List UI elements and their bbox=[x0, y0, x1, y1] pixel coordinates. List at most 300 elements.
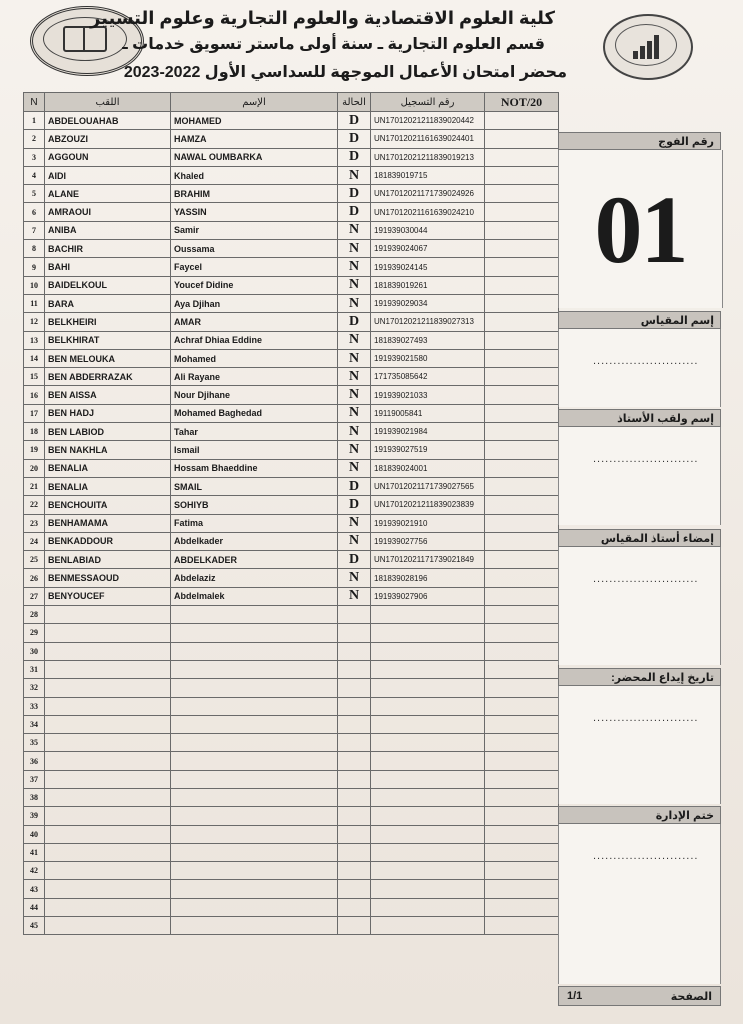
faculty-title: كلية العلوم الاقتصادية والعلوم التجارية وعلوم التسيير bbox=[89, 8, 555, 28]
row-surname bbox=[45, 606, 171, 624]
row-registration: UN17012021211839023839 bbox=[371, 496, 485, 514]
row-number: 27 bbox=[24, 587, 45, 605]
row-status bbox=[338, 825, 371, 843]
row-number: 11 bbox=[24, 294, 45, 312]
row-registration bbox=[371, 807, 485, 825]
row-surname bbox=[45, 697, 171, 715]
row-status bbox=[338, 606, 371, 624]
row-number: 44 bbox=[24, 898, 45, 916]
row-surname bbox=[45, 679, 171, 697]
row-surname: BACHIR bbox=[45, 240, 171, 258]
row-surname bbox=[45, 660, 171, 678]
admin-stamp-box bbox=[558, 824, 721, 984]
row-firstname: YASSIN bbox=[171, 203, 338, 221]
row-note bbox=[485, 496, 559, 514]
row-number: 40 bbox=[24, 825, 45, 843]
row-registration: 191939021984 bbox=[371, 423, 485, 441]
row-status bbox=[338, 752, 371, 770]
table-row bbox=[24, 898, 559, 916]
row-note bbox=[485, 697, 559, 715]
row-status bbox=[338, 880, 371, 898]
row-status: D bbox=[338, 551, 371, 569]
row-note bbox=[485, 477, 559, 495]
row-note bbox=[485, 734, 559, 752]
row-status bbox=[338, 660, 371, 678]
row-status: N bbox=[338, 569, 371, 587]
table-row bbox=[24, 807, 559, 825]
row-firstname: Fatima bbox=[171, 514, 338, 532]
row-note bbox=[485, 148, 559, 166]
row-surname bbox=[45, 880, 171, 898]
row-status: N bbox=[338, 276, 371, 294]
group-number-label: رقم الفوج bbox=[558, 132, 721, 150]
row-registration: 191939030044 bbox=[371, 221, 485, 239]
row-registration: UN17012021161639024401 bbox=[371, 130, 485, 148]
row-registration: UN17012021211839027313 bbox=[371, 313, 485, 331]
row-number: 38 bbox=[24, 788, 45, 806]
row-firstname: Oussama bbox=[171, 240, 338, 258]
row-firstname: BRAHIM bbox=[171, 185, 338, 203]
page-label-text: الصفحة bbox=[670, 990, 712, 1003]
row-note bbox=[485, 862, 559, 880]
page-number: 1/1 bbox=[567, 990, 583, 1002]
row-registration bbox=[371, 862, 485, 880]
row-number: 4 bbox=[24, 166, 45, 184]
teacher-signature-label: إمضاء أستاذ المقياس bbox=[558, 529, 721, 547]
row-number: 13 bbox=[24, 331, 45, 349]
row-number: 22 bbox=[24, 496, 45, 514]
row-firstname bbox=[171, 843, 338, 861]
row-surname: BAIDELKOUL bbox=[45, 276, 171, 294]
row-firstname: Faycel bbox=[171, 258, 338, 276]
row-registration: UN17012021211839019213 bbox=[371, 148, 485, 166]
row-firstname: Samir bbox=[171, 221, 338, 239]
table-row bbox=[24, 386, 559, 404]
row-note bbox=[485, 514, 559, 532]
row-surname bbox=[45, 734, 171, 752]
row-surname bbox=[45, 770, 171, 788]
table-row bbox=[24, 477, 559, 495]
row-number: 20 bbox=[24, 459, 45, 477]
row-status: N bbox=[338, 441, 371, 459]
admin-stamp-dots: .......................... bbox=[593, 850, 699, 862]
row-number: 16 bbox=[24, 386, 45, 404]
row-surname: BEN AISSA bbox=[45, 386, 171, 404]
row-status: D bbox=[338, 112, 371, 130]
row-number: 23 bbox=[24, 514, 45, 532]
row-surname bbox=[45, 807, 171, 825]
row-registration: 191939029034 bbox=[371, 294, 485, 312]
row-status: N bbox=[338, 166, 371, 184]
row-firstname bbox=[171, 807, 338, 825]
row-registration: 191939024067 bbox=[371, 240, 485, 258]
col-status-header: الحالة bbox=[338, 93, 371, 112]
row-note bbox=[485, 423, 559, 441]
row-status: N bbox=[338, 221, 371, 239]
row-number: 41 bbox=[24, 843, 45, 861]
table-row bbox=[24, 423, 559, 441]
row-firstname: Abdelaziz bbox=[171, 569, 338, 587]
row-note bbox=[485, 166, 559, 184]
row-number: 10 bbox=[24, 276, 45, 294]
row-note bbox=[485, 349, 559, 367]
table-row bbox=[24, 569, 559, 587]
col-note-header: NOT/20 bbox=[485, 93, 559, 112]
table-row bbox=[24, 331, 559, 349]
row-registration: 171735085642 bbox=[371, 368, 485, 386]
row-surname bbox=[45, 917, 171, 935]
row-status: D bbox=[338, 313, 371, 331]
row-status: N bbox=[338, 331, 371, 349]
table-row bbox=[24, 294, 559, 312]
row-firstname bbox=[171, 715, 338, 733]
row-status: N bbox=[338, 459, 371, 477]
row-registration bbox=[371, 880, 485, 898]
row-status bbox=[338, 843, 371, 861]
table-row bbox=[24, 843, 559, 861]
row-note bbox=[485, 276, 559, 294]
row-number: 39 bbox=[24, 807, 45, 825]
table-row bbox=[24, 532, 559, 550]
table-row bbox=[24, 825, 559, 843]
exam-title: محضر امتحان الأعمال الموجهة للسداسي الأول 2022-2023 bbox=[123, 64, 567, 81]
row-registration bbox=[371, 624, 485, 642]
row-firstname bbox=[171, 697, 338, 715]
row-firstname: HAMZA bbox=[171, 130, 338, 148]
row-registration: 191939021033 bbox=[371, 386, 485, 404]
row-note bbox=[485, 752, 559, 770]
row-note bbox=[485, 294, 559, 312]
row-status bbox=[338, 862, 371, 880]
row-surname bbox=[45, 898, 171, 916]
row-number: 30 bbox=[24, 642, 45, 660]
row-firstname bbox=[171, 752, 338, 770]
row-number: 21 bbox=[24, 477, 45, 495]
row-firstname bbox=[171, 825, 338, 843]
row-registration: 181839019261 bbox=[371, 276, 485, 294]
row-registration: 181839024001 bbox=[371, 459, 485, 477]
table-row bbox=[24, 166, 559, 184]
row-surname bbox=[45, 843, 171, 861]
row-status bbox=[338, 624, 371, 642]
table-row bbox=[24, 203, 559, 221]
teacher-signature-box bbox=[558, 547, 721, 665]
row-number: 19 bbox=[24, 441, 45, 459]
row-note bbox=[485, 112, 559, 130]
row-status: D bbox=[338, 185, 371, 203]
deposit-date-label: تاريخ إيداع المحضر: bbox=[558, 668, 721, 686]
row-number: 8 bbox=[24, 240, 45, 258]
row-number: 18 bbox=[24, 423, 45, 441]
row-firstname: Abdelkader bbox=[171, 532, 338, 550]
row-registration: 191939021580 bbox=[371, 349, 485, 367]
department-title: قسم العلوم التجارية ـ سنة أولى ماستر تسويق خدمات ـ bbox=[122, 36, 545, 53]
row-firstname bbox=[171, 917, 338, 935]
table-row bbox=[24, 441, 559, 459]
table-row bbox=[24, 862, 559, 880]
row-firstname: Ali Rayane bbox=[171, 368, 338, 386]
row-surname: BELKHIRAT bbox=[45, 331, 171, 349]
row-firstname: Mohamed bbox=[171, 349, 338, 367]
row-firstname bbox=[171, 788, 338, 806]
row-status: N bbox=[338, 258, 371, 276]
row-registration bbox=[371, 770, 485, 788]
table-row bbox=[24, 660, 559, 678]
row-registration bbox=[371, 752, 485, 770]
row-surname bbox=[45, 788, 171, 806]
row-status: N bbox=[338, 349, 371, 367]
students-table bbox=[23, 92, 559, 935]
row-note bbox=[485, 825, 559, 843]
row-number: 28 bbox=[24, 606, 45, 624]
row-status: N bbox=[338, 240, 371, 258]
row-note bbox=[485, 459, 559, 477]
row-registration bbox=[371, 660, 485, 678]
row-number: 25 bbox=[24, 551, 45, 569]
row-registration: UN17012021171739027565 bbox=[371, 477, 485, 495]
table-row bbox=[24, 752, 559, 770]
row-firstname bbox=[171, 660, 338, 678]
row-note bbox=[485, 715, 559, 733]
row-number: 14 bbox=[24, 349, 45, 367]
table-row bbox=[24, 313, 559, 331]
row-status: D bbox=[338, 130, 371, 148]
row-note bbox=[485, 185, 559, 203]
row-firstname: Abdelmalek bbox=[171, 587, 338, 605]
table-row bbox=[24, 112, 559, 130]
row-status bbox=[338, 807, 371, 825]
row-note bbox=[485, 404, 559, 422]
teacher-name-label: إسم ولقب الأستاذ bbox=[558, 409, 721, 427]
row-note bbox=[485, 843, 559, 861]
row-surname: BELKHEIRI bbox=[45, 313, 171, 331]
row-firstname bbox=[171, 734, 338, 752]
row-note bbox=[485, 788, 559, 806]
row-number: 31 bbox=[24, 660, 45, 678]
row-surname: ANIBA bbox=[45, 221, 171, 239]
row-note bbox=[485, 660, 559, 678]
row-surname bbox=[45, 642, 171, 660]
table-row bbox=[24, 130, 559, 148]
row-surname: BENLABIAD bbox=[45, 551, 171, 569]
table-row bbox=[24, 148, 559, 166]
row-number: 35 bbox=[24, 734, 45, 752]
row-firstname: ABDELKADER bbox=[171, 551, 338, 569]
row-number: 1 bbox=[24, 112, 45, 130]
row-status: D bbox=[338, 148, 371, 166]
table-row bbox=[24, 642, 559, 660]
row-registration bbox=[371, 898, 485, 916]
row-status: N bbox=[338, 294, 371, 312]
row-status: N bbox=[338, 368, 371, 386]
row-surname bbox=[45, 862, 171, 880]
row-note bbox=[485, 880, 559, 898]
table-row bbox=[24, 624, 559, 642]
row-status: N bbox=[338, 386, 371, 404]
row-status bbox=[338, 788, 371, 806]
teacher-name-box bbox=[558, 427, 721, 525]
row-surname: BENALIA bbox=[45, 459, 171, 477]
row-number: 34 bbox=[24, 715, 45, 733]
row-registration bbox=[371, 606, 485, 624]
row-surname: ALANE bbox=[45, 185, 171, 203]
row-firstname: MOHAMED bbox=[171, 112, 338, 130]
row-registration: 181839028196 bbox=[371, 569, 485, 587]
row-surname bbox=[45, 624, 171, 642]
row-firstname: AMAR bbox=[171, 313, 338, 331]
row-status bbox=[338, 917, 371, 935]
table-row bbox=[24, 734, 559, 752]
table-row bbox=[24, 459, 559, 477]
row-registration: UN17012021171739021849 bbox=[371, 551, 485, 569]
row-firstname bbox=[171, 624, 338, 642]
table-row bbox=[24, 587, 559, 605]
row-status bbox=[338, 715, 371, 733]
row-number: 42 bbox=[24, 862, 45, 880]
row-registration: 181839027493 bbox=[371, 331, 485, 349]
teacher-name-dots: .......................... bbox=[593, 453, 699, 465]
row-registration: 181839019715 bbox=[371, 166, 485, 184]
row-status bbox=[338, 679, 371, 697]
row-surname: BEN ABDERRAZAK bbox=[45, 368, 171, 386]
table-row bbox=[24, 917, 559, 935]
row-firstname: Mohamed Baghedad bbox=[171, 404, 338, 422]
row-note bbox=[485, 587, 559, 605]
row-note bbox=[485, 642, 559, 660]
row-note bbox=[485, 258, 559, 276]
row-number: 17 bbox=[24, 404, 45, 422]
table-row bbox=[24, 770, 559, 788]
row-status bbox=[338, 770, 371, 788]
faculty-logo-icon bbox=[603, 14, 693, 80]
table-row bbox=[24, 551, 559, 569]
row-status: D bbox=[338, 477, 371, 495]
col-number-header: N bbox=[24, 93, 45, 112]
row-note bbox=[485, 606, 559, 624]
row-surname: BEN HADJ bbox=[45, 404, 171, 422]
row-number: 36 bbox=[24, 752, 45, 770]
row-number: 45 bbox=[24, 917, 45, 935]
row-surname: BENMESSAOUD bbox=[45, 569, 171, 587]
row-registration bbox=[371, 825, 485, 843]
row-surname: ABZOUZI bbox=[45, 130, 171, 148]
row-note bbox=[485, 203, 559, 221]
table-row bbox=[24, 697, 559, 715]
table-row bbox=[24, 221, 559, 239]
row-firstname bbox=[171, 606, 338, 624]
table-row bbox=[24, 496, 559, 514]
row-firstname bbox=[171, 898, 338, 916]
row-firstname: Achraf Dhiaa Eddine bbox=[171, 331, 338, 349]
row-surname: BARA bbox=[45, 294, 171, 312]
row-status: N bbox=[338, 532, 371, 550]
row-firstname bbox=[171, 880, 338, 898]
row-note bbox=[485, 624, 559, 642]
row-firstname bbox=[171, 770, 338, 788]
table-row bbox=[24, 185, 559, 203]
row-number: 26 bbox=[24, 569, 45, 587]
row-firstname: NAWAL OUMBARKA bbox=[171, 148, 338, 166]
row-registration: 191939027906 bbox=[371, 587, 485, 605]
row-registration: 191939027756 bbox=[371, 532, 485, 550]
row-surname: AGGOUN bbox=[45, 148, 171, 166]
row-number: 29 bbox=[24, 624, 45, 642]
row-number: 6 bbox=[24, 203, 45, 221]
row-firstname: SOHIYB bbox=[171, 496, 338, 514]
row-number: 9 bbox=[24, 258, 45, 276]
page-indicator bbox=[558, 986, 721, 1006]
row-firstname: Khaled bbox=[171, 166, 338, 184]
row-note bbox=[485, 532, 559, 550]
row-number: 32 bbox=[24, 679, 45, 697]
row-status bbox=[338, 642, 371, 660]
row-number: 33 bbox=[24, 697, 45, 715]
row-status bbox=[338, 898, 371, 916]
row-status: N bbox=[338, 423, 371, 441]
row-status bbox=[338, 697, 371, 715]
row-firstname: Nour Djihane bbox=[171, 386, 338, 404]
row-surname: BEN LABIOD bbox=[45, 423, 171, 441]
row-note bbox=[485, 807, 559, 825]
deposit-date-box bbox=[558, 686, 721, 804]
row-registration: 191939021910 bbox=[371, 514, 485, 532]
row-registration: UN17012021171739024926 bbox=[371, 185, 485, 203]
row-firstname: Youcef Didine bbox=[171, 276, 338, 294]
row-registration bbox=[371, 697, 485, 715]
row-registration: UN17012021161639024210 bbox=[371, 203, 485, 221]
row-surname bbox=[45, 715, 171, 733]
row-surname: BENHAMAMA bbox=[45, 514, 171, 532]
row-firstname: Hossam Bhaeddine bbox=[171, 459, 338, 477]
table-row bbox=[24, 788, 559, 806]
row-surname: AIDI bbox=[45, 166, 171, 184]
row-surname: BENKADDOUR bbox=[45, 532, 171, 550]
row-firstname bbox=[171, 642, 338, 660]
row-number: 24 bbox=[24, 532, 45, 550]
row-number: 3 bbox=[24, 148, 45, 166]
row-surname: BAHI bbox=[45, 258, 171, 276]
row-surname: AMRAOUI bbox=[45, 203, 171, 221]
row-firstname bbox=[171, 862, 338, 880]
row-note bbox=[485, 368, 559, 386]
row-status: N bbox=[338, 587, 371, 605]
table-row bbox=[24, 368, 559, 386]
col-registration-header: رقم التسجيل bbox=[371, 93, 485, 112]
row-note bbox=[485, 313, 559, 331]
row-status: N bbox=[338, 514, 371, 532]
row-status: D bbox=[338, 496, 371, 514]
row-registration bbox=[371, 788, 485, 806]
row-note bbox=[485, 770, 559, 788]
row-firstname: Aya Djihan bbox=[171, 294, 338, 312]
row-status bbox=[338, 734, 371, 752]
row-registration: 19119005841 bbox=[371, 404, 485, 422]
row-surname bbox=[45, 752, 171, 770]
row-note bbox=[485, 240, 559, 258]
row-registration: 191939027519 bbox=[371, 441, 485, 459]
row-surname: BENCHOUITA bbox=[45, 496, 171, 514]
col-firstname-header: الإسم bbox=[171, 93, 338, 112]
row-note bbox=[485, 386, 559, 404]
row-note bbox=[485, 898, 559, 916]
row-registration bbox=[371, 642, 485, 660]
module-name-label: إسم المقياس bbox=[558, 311, 721, 329]
row-firstname: Ismail bbox=[171, 441, 338, 459]
table-row bbox=[24, 258, 559, 276]
row-surname: BEN NAKHLA bbox=[45, 441, 171, 459]
row-registration bbox=[371, 715, 485, 733]
row-registration bbox=[371, 843, 485, 861]
